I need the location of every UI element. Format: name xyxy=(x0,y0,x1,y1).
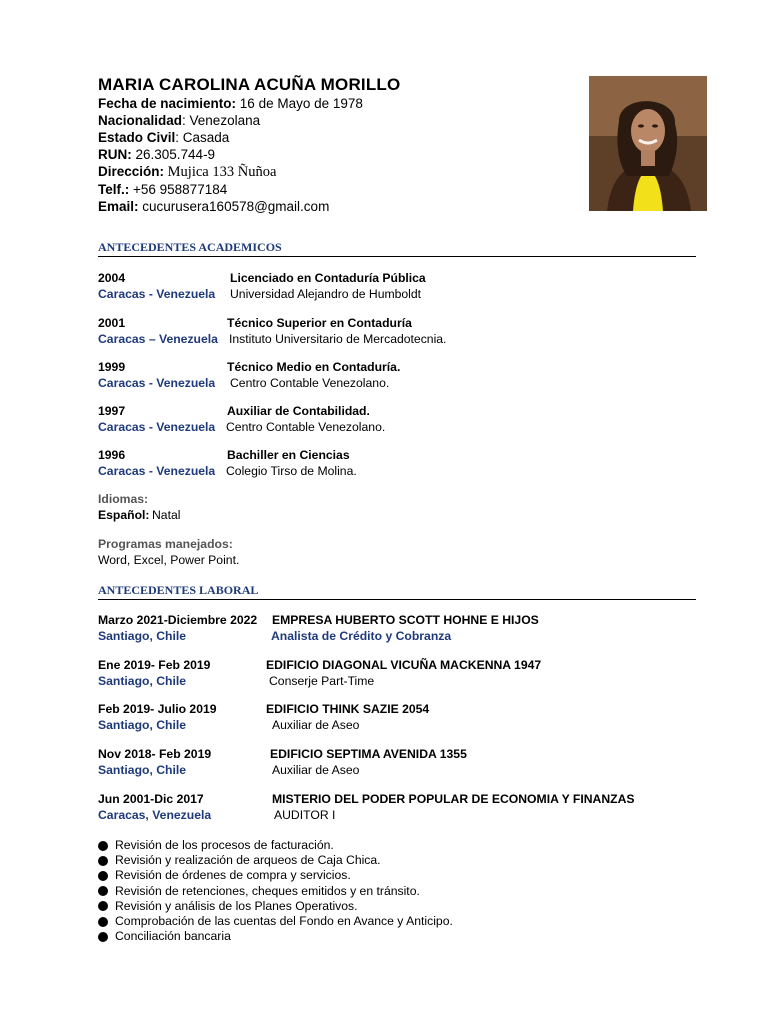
list-item xyxy=(98,929,453,944)
academic-place: Caracas - Venezuela xyxy=(98,286,216,301)
bullet-dot-icon xyxy=(98,856,108,866)
academic-section-title: ANTECEDENTES ACADEMICOS xyxy=(98,240,282,254)
academic-year: 1997 xyxy=(98,404,126,418)
programs-label: Programas manejados: xyxy=(98,537,233,551)
academic-degree: Bachiller en Ciencias xyxy=(227,448,350,462)
work-company: EDIFICIO DIAGONAL VICUÑA MACKENNA 1947 xyxy=(266,658,542,672)
phone-label: Telf.: xyxy=(98,182,130,197)
work-company: EDIFICIO SEPTIMA AVENIDA 1355 xyxy=(270,747,467,761)
run-value: 26.305.744-9 xyxy=(131,147,216,162)
profile-photo xyxy=(589,76,707,211)
email-label: Email: xyxy=(98,199,139,214)
duty-text: Revisión de retenciones, cheques emitidos y en tránsito. xyxy=(115,883,420,898)
bullet-dot-icon xyxy=(98,886,108,896)
list-item xyxy=(98,884,453,899)
academic-institution: Colegio Tirso de Molina. xyxy=(226,463,357,478)
address-value: Mujica 133 Ñuñoa xyxy=(164,164,277,180)
academic-place: Caracas - Venezuela xyxy=(98,463,216,478)
run-row xyxy=(98,146,363,163)
personal-info xyxy=(98,95,363,215)
work-company: EMPRESA HUBERTO SCOTT HOHNE E HIJOS xyxy=(272,613,539,627)
academic-divider xyxy=(98,256,696,257)
list-item xyxy=(98,838,453,853)
academic-institution: Universidad Alejandro de Humboldt xyxy=(230,286,422,301)
work-place: Santiago, Chile xyxy=(98,717,187,732)
academic-institution: Centro Contable Venezolano. xyxy=(230,375,390,390)
language-level: Natal xyxy=(152,507,181,522)
programs-value: Word, Excel, Power Point. xyxy=(98,552,240,567)
email-row xyxy=(98,198,363,215)
duty-text: Revisión de órdenes de compra y servicios. xyxy=(115,868,351,883)
academic-year: 2004 xyxy=(98,271,126,285)
phone-row xyxy=(98,181,363,198)
academic-degree: Técnico Medio en Contaduría. xyxy=(227,360,401,374)
bullet-dot-icon xyxy=(98,917,108,927)
nationality-label: Nacionalidad xyxy=(98,113,183,128)
work-period: Nov 2018- Feb 2019 xyxy=(98,747,212,761)
language-name: Español: xyxy=(98,507,150,522)
academic-year: 1996 xyxy=(98,448,126,462)
languages-label: Idiomas: xyxy=(98,492,149,506)
duty-text: Revisión y análisis de los Planes Operativos. xyxy=(115,898,358,913)
work-role: AUDITOR I xyxy=(274,807,336,822)
academic-year: 1999 xyxy=(98,360,126,374)
duties-list xyxy=(98,838,453,944)
run-label: RUN: xyxy=(98,147,132,162)
academic-degree: Técnico Superior en Contaduría xyxy=(227,316,412,330)
bullet-dot-icon xyxy=(98,901,108,911)
academic-year: 2001 xyxy=(98,316,126,330)
duty-text: Revisión de los procesos de facturación. xyxy=(115,838,334,852)
work-place: Santiago, Chile xyxy=(98,628,187,643)
phone-value: +56 958877184 xyxy=(129,182,228,197)
academic-degree: Licenciado en Contaduría Pública xyxy=(230,271,426,285)
work-period: Jun 2001-Dic 2017 xyxy=(98,792,204,806)
duty-text: Conciliación bancaria xyxy=(115,929,231,944)
academic-place: Caracas - Venezuela xyxy=(98,419,216,434)
address-row xyxy=(98,163,363,181)
work-place: Santiago, Chile xyxy=(98,673,187,688)
academic-institution: Centro Contable Venezolano. xyxy=(226,419,386,434)
work-role: Auxiliar de Aseo xyxy=(272,762,360,777)
birth-row xyxy=(98,95,363,112)
civil-status-row xyxy=(98,129,363,146)
work-company: EDIFICIO THINK SAZIE 2054 xyxy=(266,702,430,716)
birth-value: 16 de Mayo de 1978 xyxy=(236,96,363,111)
bullet-dot-icon xyxy=(98,871,108,881)
work-role: Analista de Crédito y Cobranza xyxy=(271,628,452,643)
work-period: Ene 2019- Feb 2019 xyxy=(98,658,211,672)
work-role: Auxiliar de Aseo xyxy=(272,717,360,732)
duty-text: Revisión y realización de arqueos de Caja Chica. xyxy=(115,853,381,868)
academic-place: Caracas – Venezuela xyxy=(98,331,218,346)
work-place: Santiago, Chile xyxy=(98,762,187,777)
birth-label: Fecha de nacimiento: xyxy=(98,96,237,111)
work-company: MISTERIO DEL PODER POPULAR DE ECONOMIA Y FINANZAS xyxy=(272,792,635,806)
civil-label: Estado Civil xyxy=(98,130,176,145)
academic-place: Caracas - Venezuela xyxy=(98,375,216,390)
work-divider xyxy=(98,599,696,600)
work-section-title: ANTECEDENTES LABORAL xyxy=(98,583,259,597)
address-label: Dirección: xyxy=(98,164,165,179)
candidate-name: MARIA CAROLINA ACUÑA MORILLO xyxy=(98,75,401,94)
bullet-dot-icon xyxy=(98,841,108,851)
work-role: Conserje Part-Time xyxy=(269,673,375,688)
email-value: cucurusera160578@gmail.com xyxy=(138,199,330,214)
list-item xyxy=(98,914,453,929)
list-item xyxy=(98,899,453,914)
bullet-dot-icon xyxy=(98,932,108,942)
list-item xyxy=(98,868,453,883)
academic-institution: Instituto Universitario de Mercadotecnia. xyxy=(229,331,447,346)
duty-text: Comprobación de las cuentas del Fondo en Avance y Anticipo. xyxy=(115,914,453,929)
civil-value: : Casada xyxy=(175,130,230,145)
academic-degree: Auxiliar de Contabilidad. xyxy=(227,404,370,418)
nationality-value: : Venezolana xyxy=(182,113,261,128)
work-period: Feb 2019- Julio 2019 xyxy=(98,702,217,716)
nationality-row xyxy=(98,112,363,129)
work-place: Caracas, Venezuela xyxy=(98,807,212,822)
work-period: Marzo 2021-Diciembre 2022 xyxy=(98,613,258,627)
list-item xyxy=(98,853,453,868)
